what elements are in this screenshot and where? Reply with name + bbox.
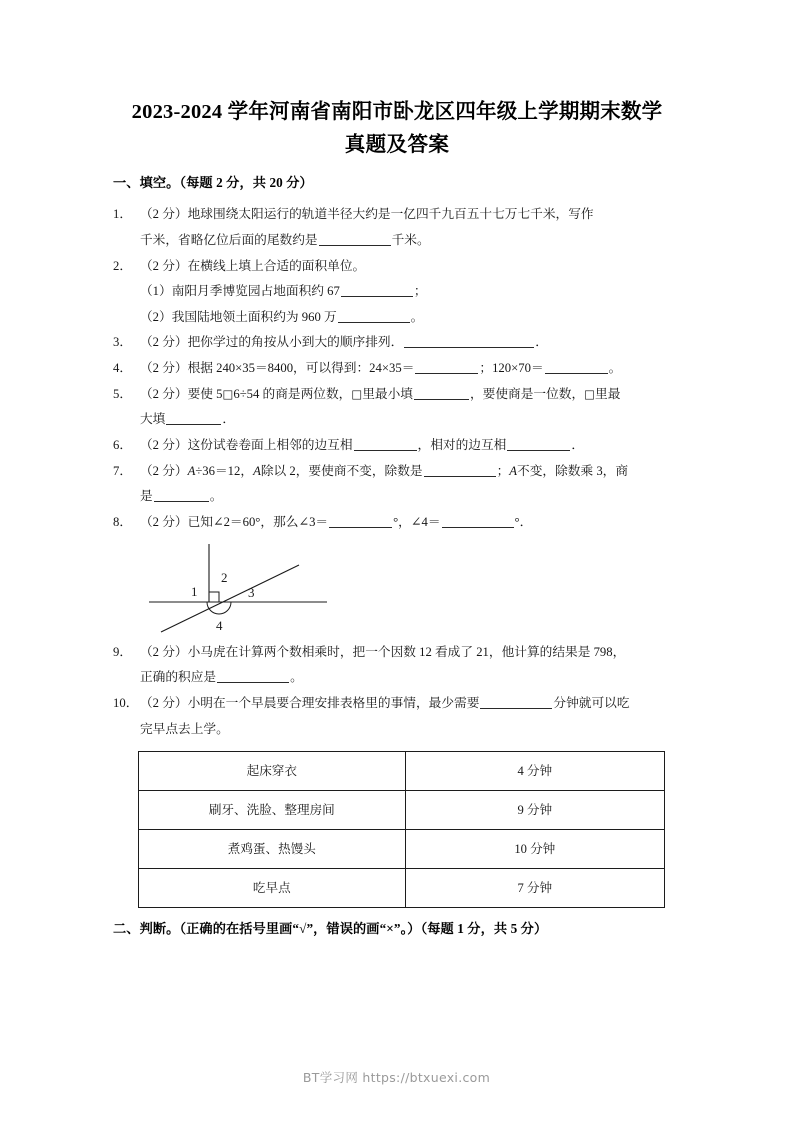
question-2-sub-1-text: （1）南阳月季博览园占地面积约 67 [140, 284, 340, 299]
question-9-text-line-2: 正确的积应是 [140, 670, 217, 685]
question-2-sub-1-tail: ； [413, 284, 427, 299]
table-row [139, 791, 665, 830]
question-9-text-line-1: （2 分）小马虎在计算两个数相乘时，把一个因数 12 看成了 21，他计算的结果是 798， [140, 644, 626, 659]
question-4-number: 4． [113, 361, 133, 376]
question-5-tail: ． [222, 412, 236, 427]
angle-label-4: 4 [216, 617, 223, 633]
question-1 [113, 202, 681, 253]
table-cell-time: 9 分钟 [405, 791, 664, 830]
section-heading-fill-in-blanks: 一、填空。（每题 2 分，共 20 分） [113, 175, 313, 191]
question-3-number: 3． [113, 335, 133, 350]
question-7-variable-2: A [253, 463, 261, 478]
question-3 [113, 330, 681, 356]
question-6-blank-2[interactable] [507, 437, 570, 451]
question-7 [113, 459, 681, 510]
question-5-box-2: □ [351, 386, 363, 401]
question-10 [113, 691, 681, 742]
question-2-sub-2 [140, 305, 681, 331]
angle-label-1: 1 [191, 583, 198, 599]
right-angle-mark-icon [209, 592, 219, 602]
question-10-text-line-2: 完早点去上学。 [140, 721, 229, 736]
question-9-number: 9． [113, 644, 133, 659]
table-row [139, 752, 665, 791]
question-2-blank-2[interactable] [338, 309, 410, 323]
question-4 [113, 356, 681, 382]
question-6-blank-1[interactable] [354, 437, 417, 451]
question-5 [113, 382, 681, 433]
question-5-text-3: 里最小填 [362, 386, 413, 401]
table-cell-time: 10 分钟 [405, 830, 664, 869]
question-8-number: 8． [113, 515, 133, 530]
question-5-text-6: 大填 [140, 412, 166, 427]
question-2 [113, 254, 681, 331]
question-5-box-1: □ [222, 386, 234, 401]
schedule-table-body [139, 752, 665, 908]
question-1-text-line-1: （2 分）地球围绕太阳运行的轨道半径大约是一亿四千九百五十七万七千米，写作 [140, 207, 594, 222]
question-2-sub-1 [140, 279, 681, 305]
question-4-text-2: ；120×70＝ [479, 361, 544, 376]
question-6-text-1: （2 分）这份试卷卷面上相邻的边互相 [140, 438, 353, 453]
title-line-1: 2023-2024 学年河南省南阳市卧龙区四年级上学期期末数学 [131, 101, 663, 123]
question-2-stem: （2 分）在横线上填上合适的面积单位。 [140, 258, 366, 273]
intersecting-lines-diagram [147, 540, 357, 638]
table-row [139, 830, 665, 869]
question-1-number: 1． [113, 207, 133, 222]
question-7-blank-1[interactable] [424, 463, 496, 477]
table-cell-task: 吃早点 [139, 869, 406, 908]
question-10-blank-1[interactable] [480, 695, 552, 709]
question-5-blank-2[interactable] [166, 411, 221, 425]
table-cell-task: 起床穿衣 [139, 752, 406, 791]
question-5-number: 5． [113, 386, 133, 401]
question-5-text-4: ，要使商是一位数， [469, 386, 585, 401]
question-4-blank-2[interactable] [545, 360, 608, 374]
question-4-blank-1[interactable] [415, 360, 478, 374]
page-title [113, 96, 681, 162]
question-4-tail: 。 [608, 361, 622, 376]
title-line-2: 真题及答案 [344, 134, 450, 157]
question-8-text-2: °，∠4＝ [393, 515, 441, 530]
table-cell-time: 4 分钟 [405, 752, 664, 791]
question-8-text-1: （2 分）已知∠2＝60°，那么∠3＝ [140, 515, 329, 530]
question-2-number: 2． [113, 258, 133, 273]
question-7-text-3: 除以 2，要使商不变，除数是 [260, 463, 423, 478]
question-1-blank-1[interactable] [319, 232, 391, 246]
page-content [113, 96, 681, 948]
question-7-variable-1: A [187, 463, 196, 478]
angle-figure [147, 540, 357, 638]
question-3-blank-1[interactable] [404, 334, 534, 348]
question-7-blank-2[interactable] [154, 488, 209, 502]
question-9 [113, 640, 681, 691]
angle-label-2: 2 [221, 569, 228, 585]
table-cell-task: 煮鸡蛋、热馒头 [139, 830, 406, 869]
angle-label-3: 3 [248, 584, 255, 600]
question-8-tail: °． [514, 515, 533, 530]
question-3-tail: ． [535, 335, 548, 350]
question-7-text-1: （2 分） [140, 463, 188, 478]
question-7-text-4: ； [496, 463, 510, 478]
question-5-text-1: （2 分）要使 5 [140, 386, 223, 401]
section-heading-true-false: 二、判断。（正确的在括号里画“√”，错误的画“×”。）（每题 1 分，共 5 分） [113, 921, 548, 937]
question-10-text-2: 分钟就可以吃 [553, 696, 630, 711]
question-4-text-1: （2 分）根据 240×35＝8400，可以得到：24×35＝ [140, 361, 415, 376]
question-10-number: 10． [113, 696, 139, 711]
morning-schedule-table [138, 751, 665, 908]
question-5-text-2: 6÷54 的商是两位数， [233, 386, 352, 401]
footer-watermark: BT学习网 https://btxuexi.com [302, 1070, 491, 1085]
question-8 [113, 510, 681, 638]
table-cell-task: 刷牙、洗脸、整理房间 [139, 791, 406, 830]
question-5-blank-1[interactable] [414, 386, 469, 400]
question-5-box-3: □ [584, 386, 596, 401]
question-2-sub-2-tail: 。 [410, 309, 424, 324]
question-7-variable-3: A [509, 463, 518, 478]
question-7-text-2: ÷36＝12， [195, 463, 254, 478]
question-6-number: 6． [113, 438, 133, 453]
question-3-text: （2 分）把你学过的角按从小到大的顺序排列． [140, 335, 404, 350]
question-10-text-1: （2 分）小明在一个早晨要合理安排表格里的事情，最少需要 [140, 696, 480, 711]
question-8-blank-1[interactable] [329, 514, 392, 528]
question-8-blank-2[interactable] [442, 514, 514, 528]
question-6-tail: ． [571, 438, 585, 453]
question-9-blank-1[interactable] [217, 669, 289, 683]
question-1-text-line-2b: 千米。 [391, 232, 430, 247]
question-1-text-line-2a: 千米，省略亿位后面的尾数约是 [140, 232, 318, 247]
table-cell-time: 7 分钟 [405, 869, 664, 908]
table-row [139, 869, 665, 908]
question-7-text-6: 是 [140, 489, 153, 504]
question-5-text-5: 里最 [595, 386, 621, 401]
question-7-number: 7． [113, 463, 133, 478]
diagonal-line [161, 565, 299, 632]
question-6 [113, 433, 681, 459]
question-2-sub-2-text: （2）我国陆地领土面积约为 960 万 [140, 309, 337, 324]
question-9-tail: 。 [290, 670, 303, 685]
question-2-blank-1[interactable] [341, 283, 413, 297]
question-7-text-5: 不变，除数乘 3，商 [517, 463, 629, 478]
question-6-text-2: ，相对的边互相 [417, 438, 507, 453]
question-7-tail: 。 [209, 489, 223, 504]
